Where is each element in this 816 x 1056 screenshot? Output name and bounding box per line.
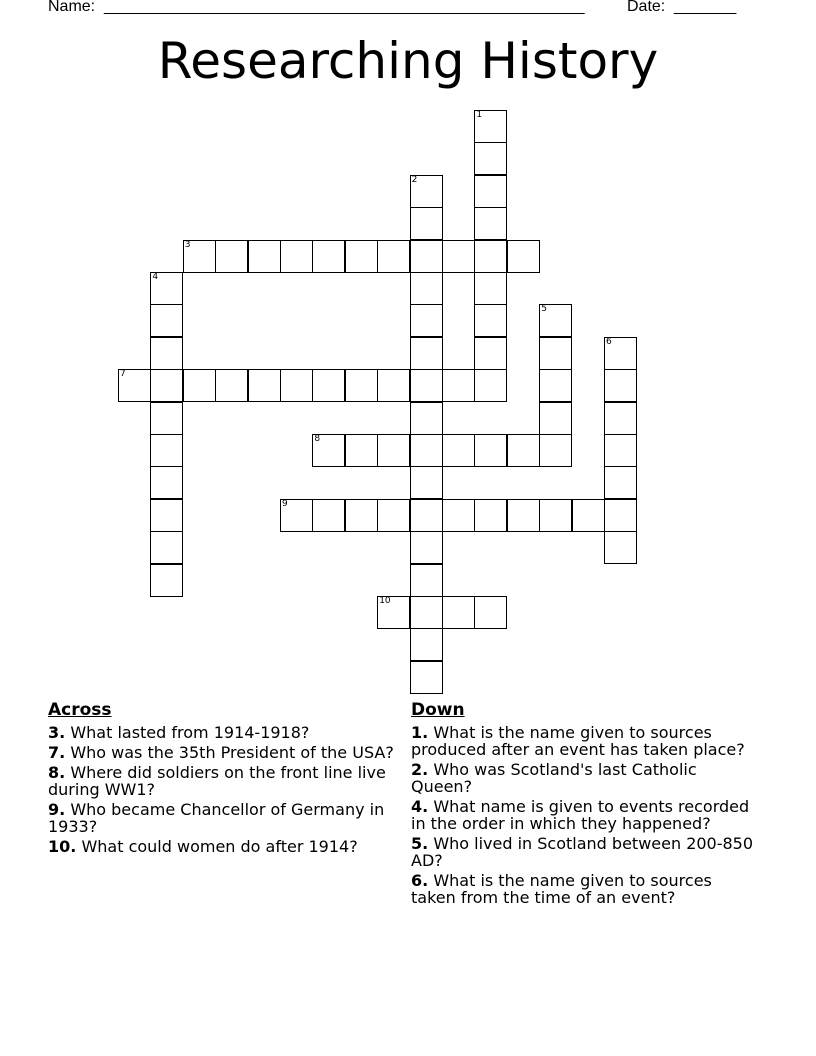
clue-number: 4.: [411, 797, 429, 816]
clue-text: What could women do after 1914?: [81, 837, 358, 856]
crossword-cell[interactable]: [150, 564, 183, 597]
crossword-cell[interactable]: [442, 596, 475, 629]
clue-number: 9.: [48, 800, 66, 819]
clue-number: 2.: [411, 760, 429, 779]
crossword-cell[interactable]: [118, 369, 151, 402]
crossword-cell[interactable]: [345, 369, 378, 402]
crossword-cell[interactable]: [474, 240, 507, 273]
crossword-cell[interactable]: [474, 207, 507, 240]
clue-text: What name is given to events recorded in the order in which they happened?: [411, 797, 750, 833]
clue-text: Who was the 35th President of the USA?: [70, 743, 394, 762]
crossword-cell[interactable]: [410, 564, 443, 597]
crossword-cell[interactable]: [215, 240, 248, 273]
crossword-cell[interactable]: [377, 499, 410, 532]
crossword-cell[interactable]: [150, 272, 183, 305]
clue-item: [411, 872, 756, 906]
crossword-cell[interactable]: [410, 240, 443, 273]
crossword-cell[interactable]: [345, 434, 378, 467]
crossword-cell[interactable]: [248, 369, 281, 402]
crossword-cell[interactable]: [312, 434, 345, 467]
clue-item: [48, 724, 398, 741]
crossword-cell[interactable]: [474, 110, 507, 143]
crossword-cell[interactable]: [280, 499, 313, 532]
cell-number: 7: [120, 369, 126, 380]
crossword-cell[interactable]: [280, 240, 313, 273]
crossword-cell[interactable]: [150, 337, 183, 370]
cell-number: 2: [411, 174, 418, 185]
crossword-cell[interactable]: [377, 434, 410, 467]
cell-number: 6: [606, 336, 612, 347]
cell-number: 9: [282, 498, 288, 509]
crossword-cell[interactable]: [150, 304, 183, 337]
crossword-cell[interactable]: [604, 337, 637, 370]
crossword-cell[interactable]: [150, 434, 183, 467]
crossword-cell[interactable]: [410, 466, 443, 499]
crossword-cell[interactable]: [474, 337, 507, 370]
cell-number: 4: [152, 272, 159, 282]
crossword-cell[interactable]: [604, 531, 637, 564]
crossword-cell[interactable]: [442, 434, 475, 467]
crossword-cell[interactable]: [150, 402, 183, 435]
clue-item: [411, 761, 756, 795]
clue-text: What lasted from 1914-1918?: [70, 723, 310, 742]
crossword-cell[interactable]: [604, 466, 637, 499]
clue-item: [48, 764, 398, 798]
crossword-cell[interactable]: [183, 369, 216, 402]
crossword-cell[interactable]: [572, 499, 605, 532]
crossword-cell[interactable]: [474, 272, 507, 305]
crossword-cell[interactable]: [410, 402, 443, 435]
cell-number: 5: [541, 304, 547, 315]
crossword-cell[interactable]: [474, 434, 507, 467]
crossword-cell[interactable]: [410, 596, 443, 629]
crossword-cell[interactable]: [410, 531, 443, 564]
crossword-cell[interactable]: [507, 240, 540, 273]
cell-number: 1: [476, 110, 483, 120]
crossword-cell[interactable]: [474, 304, 507, 337]
crossword-cell[interactable]: [150, 369, 183, 402]
crossword-cell[interactable]: [474, 596, 507, 629]
clue-item: [411, 835, 756, 869]
down-heading: Down: [411, 700, 465, 720]
date-blank: _______: [674, 0, 737, 15]
crossword-cell[interactable]: [215, 369, 248, 402]
crossword-cell[interactable]: [345, 499, 378, 532]
crossword-cell[interactable]: [410, 175, 443, 208]
clue-item: [411, 724, 756, 758]
clue-number: 1.: [411, 723, 429, 742]
crossword-cell[interactable]: [150, 466, 183, 499]
page-title: Researching History: [157, 32, 659, 90]
crossword-cell[interactable]: [377, 369, 410, 402]
crossword-cell[interactable]: [248, 240, 281, 273]
cell-number: 3: [184, 239, 191, 250]
crossword-cell[interactable]: [507, 434, 540, 467]
crossword-cell[interactable]: [474, 499, 507, 532]
clue-text: What is the name given to sources taken from the time of an event?: [411, 871, 712, 907]
date-label: Date:: [627, 0, 666, 15]
crossword-cell[interactable]: [539, 434, 572, 467]
crossword-cell[interactable]: [312, 240, 345, 273]
crossword-cell[interactable]: [507, 499, 540, 532]
crossword-cell[interactable]: [604, 402, 637, 435]
across-clues: [48, 700, 398, 858]
crossword-cell[interactable]: [150, 531, 183, 564]
name-blank: ______________________________________________________: [104, 0, 585, 15]
cell-number: 8: [314, 434, 321, 444]
crossword-cell[interactable]: [604, 434, 637, 467]
crossword-cell[interactable]: [539, 304, 572, 337]
clue-number: 10.: [48, 837, 77, 856]
crossword-cell[interactable]: [410, 369, 443, 402]
clue-text: Who became Chancellor of Germany in 1933?: [48, 800, 385, 836]
crossword-cell[interactable]: [539, 369, 572, 402]
crossword-cell[interactable]: [410, 304, 443, 337]
clue-item: [48, 801, 398, 835]
crossword-cell[interactable]: [280, 369, 313, 402]
name-label: Name:: [48, 0, 96, 15]
crossword-cell[interactable]: [410, 661, 443, 694]
crossword-cell[interactable]: [410, 499, 443, 532]
clue-number: 3.: [48, 723, 66, 742]
crossword-cell[interactable]: [474, 369, 507, 402]
clue-number: 8.: [48, 763, 66, 782]
crossword-cell[interactable]: [442, 240, 475, 273]
clue-item: [411, 798, 756, 832]
crossword-cell[interactable]: [442, 369, 475, 402]
crossword-cell[interactable]: [377, 240, 410, 273]
clue-number: 5.: [411, 834, 429, 853]
clue-number: 7.: [48, 743, 66, 762]
crossword-cell[interactable]: [410, 434, 443, 467]
crossword-cell[interactable]: [474, 142, 507, 175]
crossword-cell[interactable]: [410, 628, 443, 661]
down-clues: [411, 700, 756, 909]
clue-text: Who was Scotland's last Catholic Queen?: [411, 760, 697, 796]
clue-text: Who lived in Scotland between 200-850 AD?: [411, 834, 754, 870]
across-heading: Across: [48, 700, 112, 720]
crossword-cell[interactable]: [442, 499, 475, 532]
clue-text: What is the name given to sources produced after an event has taken place?: [411, 723, 745, 759]
crossword-cell[interactable]: [312, 499, 345, 532]
crossword-cell[interactable]: [410, 337, 443, 370]
clue-item: [48, 838, 398, 855]
cell-number: 10: [379, 596, 391, 606]
crossword-cell[interactable]: [150, 499, 183, 532]
crossword-cell[interactable]: [345, 240, 378, 273]
crossword-cell[interactable]: [604, 369, 637, 402]
crossword-cell[interactable]: [312, 369, 345, 402]
crossword-cell[interactable]: [474, 175, 507, 208]
crossword-cell[interactable]: [183, 240, 216, 273]
crossword-cell[interactable]: [410, 207, 443, 240]
crossword-cell[interactable]: [410, 272, 443, 305]
crossword-cell[interactable]: [539, 337, 572, 370]
crossword-cell[interactable]: [539, 499, 572, 532]
clue-item: [48, 744, 398, 761]
clue-number: 6.: [411, 871, 429, 890]
crossword-cell[interactable]: [539, 402, 572, 435]
crossword-cell[interactable]: [377, 596, 410, 629]
crossword-cell[interactable]: [604, 499, 637, 532]
clue-text: Where did soldiers on the front line live during WW1?: [48, 763, 386, 799]
